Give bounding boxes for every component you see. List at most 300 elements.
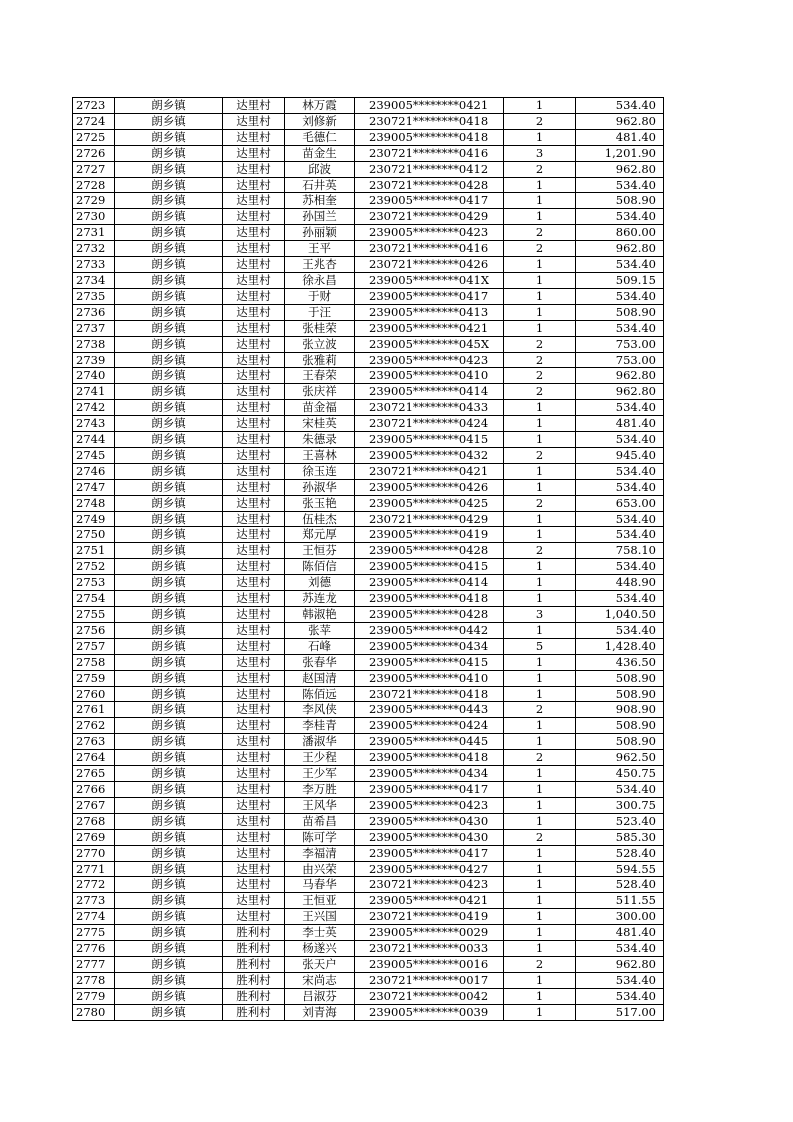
- amount-cell: 585.30: [576, 829, 664, 845]
- household-count-cell: 1: [504, 527, 576, 543]
- id-number-cell: 239005********0417: [355, 845, 504, 861]
- table-row: [73, 384, 664, 400]
- name-cell: 王平: [285, 241, 355, 257]
- amount-cell: 508.90: [576, 193, 664, 209]
- row-number-cell: 2733: [73, 257, 115, 273]
- id-number-cell: 230721********0418: [355, 113, 504, 129]
- village-cell: 达里村: [223, 861, 285, 877]
- household-count-cell: 1: [504, 718, 576, 734]
- town-cell: 朗乡镇: [115, 956, 223, 972]
- row-number-cell: 2737: [73, 320, 115, 336]
- household-count-cell: 2: [504, 956, 576, 972]
- amount-cell: 534.40: [576, 288, 664, 304]
- town-cell: 朗乡镇: [115, 750, 223, 766]
- village-cell: 胜利村: [223, 988, 285, 1004]
- name-cell: 陈佰远: [285, 686, 355, 702]
- name-cell: 赵国清: [285, 670, 355, 686]
- row-number-cell: 2742: [73, 400, 115, 416]
- village-cell: 达里村: [223, 113, 285, 129]
- id-number-cell: 230721********0428: [355, 177, 504, 193]
- row-number-cell: 2774: [73, 909, 115, 925]
- row-number-cell: 2731: [73, 225, 115, 241]
- household-count-cell: 1: [504, 845, 576, 861]
- name-cell: 郑元厚: [285, 527, 355, 543]
- town-cell: 朗乡镇: [115, 845, 223, 861]
- table-row: [73, 543, 664, 559]
- table-row: [73, 272, 664, 288]
- household-count-cell: 1: [504, 686, 576, 702]
- row-number-cell: 2735: [73, 288, 115, 304]
- amount-cell: 300.00: [576, 909, 664, 925]
- town-cell: 朗乡镇: [115, 384, 223, 400]
- id-number-cell: 239005********0417: [355, 288, 504, 304]
- household-count-cell: 1: [504, 781, 576, 797]
- id-number-cell: 239005********0418: [355, 750, 504, 766]
- name-cell: 石峰: [285, 638, 355, 654]
- household-count-cell: 2: [504, 543, 576, 559]
- village-cell: 达里村: [223, 257, 285, 273]
- id-number-cell: 239005********0434: [355, 766, 504, 782]
- table-row: [73, 257, 664, 273]
- table-row: [73, 925, 664, 941]
- town-cell: 朗乡镇: [115, 511, 223, 527]
- village-cell: 达里村: [223, 813, 285, 829]
- village-cell: 达里村: [223, 463, 285, 479]
- amount-cell: 753.00: [576, 336, 664, 352]
- row-number-cell: 2745: [73, 447, 115, 463]
- table-row: [73, 813, 664, 829]
- name-cell: 徐玉连: [285, 463, 355, 479]
- amount-cell: 962.80: [576, 384, 664, 400]
- id-number-cell: 239005********0428: [355, 607, 504, 623]
- row-number-cell: 2762: [73, 718, 115, 734]
- amount-cell: 534.40: [576, 511, 664, 527]
- amount-cell: 1,428.40: [576, 638, 664, 654]
- household-count-cell: 1: [504, 622, 576, 638]
- town-cell: 朗乡镇: [115, 1004, 223, 1020]
- town-cell: 朗乡镇: [115, 813, 223, 829]
- household-count-cell: 2: [504, 495, 576, 511]
- table-row: [73, 432, 664, 448]
- name-cell: 孙淑华: [285, 479, 355, 495]
- amount-cell: 508.90: [576, 718, 664, 734]
- amount-cell: 534.40: [576, 941, 664, 957]
- table-row: [73, 495, 664, 511]
- household-count-cell: 1: [504, 877, 576, 893]
- town-cell: 朗乡镇: [115, 988, 223, 1004]
- amount-cell: 860.00: [576, 225, 664, 241]
- row-number-cell: 2779: [73, 988, 115, 1004]
- row-number-cell: 2746: [73, 463, 115, 479]
- row-number-cell: 2775: [73, 925, 115, 941]
- household-count-cell: 1: [504, 797, 576, 813]
- table-row: [73, 288, 664, 304]
- town-cell: 朗乡镇: [115, 575, 223, 591]
- village-cell: 达里村: [223, 272, 285, 288]
- table-row: [73, 734, 664, 750]
- household-count-cell: 2: [504, 352, 576, 368]
- table-row: [73, 702, 664, 718]
- town-cell: 朗乡镇: [115, 607, 223, 623]
- amount-cell: 534.40: [576, 591, 664, 607]
- village-cell: 达里村: [223, 479, 285, 495]
- household-count-cell: 1: [504, 813, 576, 829]
- data-table: [72, 97, 664, 1021]
- id-number-cell: 230721********0033: [355, 941, 504, 957]
- row-number-cell: 2754: [73, 591, 115, 607]
- amount-cell: 508.90: [576, 304, 664, 320]
- id-number-cell: 239005********0016: [355, 956, 504, 972]
- row-number-cell: 2763: [73, 734, 115, 750]
- household-count-cell: 2: [504, 702, 576, 718]
- table-row: [73, 209, 664, 225]
- household-count-cell: 1: [504, 416, 576, 432]
- village-cell: 达里村: [223, 829, 285, 845]
- town-cell: 朗乡镇: [115, 638, 223, 654]
- household-count-cell: 2: [504, 241, 576, 257]
- row-number-cell: 2780: [73, 1004, 115, 1020]
- town-cell: 朗乡镇: [115, 686, 223, 702]
- row-number-cell: 2727: [73, 161, 115, 177]
- row-number-cell: 2764: [73, 750, 115, 766]
- name-cell: 张庆祥: [285, 384, 355, 400]
- id-number-cell: 230721********0042: [355, 988, 504, 1004]
- town-cell: 朗乡镇: [115, 416, 223, 432]
- household-count-cell: 1: [504, 288, 576, 304]
- town-cell: 朗乡镇: [115, 272, 223, 288]
- household-count-cell: 1: [504, 654, 576, 670]
- name-cell: 林万霞: [285, 98, 355, 114]
- row-number-cell: 2729: [73, 193, 115, 209]
- household-count-cell: 1: [504, 98, 576, 114]
- household-count-cell: 1: [504, 400, 576, 416]
- name-cell: 王春荣: [285, 368, 355, 384]
- id-number-cell: 239005********0414: [355, 575, 504, 591]
- village-cell: 达里村: [223, 368, 285, 384]
- town-cell: 朗乡镇: [115, 177, 223, 193]
- village-cell: 达里村: [223, 129, 285, 145]
- amount-cell: 962.80: [576, 113, 664, 129]
- household-count-cell: 2: [504, 829, 576, 845]
- amount-cell: 523.40: [576, 813, 664, 829]
- town-cell: 朗乡镇: [115, 654, 223, 670]
- town-cell: 朗乡镇: [115, 909, 223, 925]
- town-cell: 朗乡镇: [115, 479, 223, 495]
- row-number-cell: 2736: [73, 304, 115, 320]
- amount-cell: 534.40: [576, 432, 664, 448]
- household-count-cell: 2: [504, 336, 576, 352]
- id-number-cell: 230721********0433: [355, 400, 504, 416]
- amount-cell: 508.90: [576, 670, 664, 686]
- amount-cell: 481.40: [576, 129, 664, 145]
- name-cell: 毛德仁: [285, 129, 355, 145]
- amount-cell: 908.90: [576, 702, 664, 718]
- amount-cell: 300.75: [576, 797, 664, 813]
- id-number-cell: 239005********0430: [355, 829, 504, 845]
- household-count-cell: 2: [504, 161, 576, 177]
- village-cell: 达里村: [223, 511, 285, 527]
- row-number-cell: 2728: [73, 177, 115, 193]
- row-number-cell: 2725: [73, 129, 115, 145]
- id-number-cell: 239005********0424: [355, 718, 504, 734]
- village-cell: 达里村: [223, 702, 285, 718]
- village-cell: 达里村: [223, 797, 285, 813]
- village-cell: 达里村: [223, 288, 285, 304]
- village-cell: 达里村: [223, 750, 285, 766]
- name-cell: 石井英: [285, 177, 355, 193]
- table-row: [73, 845, 664, 861]
- row-number-cell: 2724: [73, 113, 115, 129]
- name-cell: 邱波: [285, 161, 355, 177]
- town-cell: 朗乡镇: [115, 972, 223, 988]
- id-number-cell: 239005********0419: [355, 527, 504, 543]
- name-cell: 李桂青: [285, 718, 355, 734]
- table-row: [73, 686, 664, 702]
- id-number-cell: 239005********0421: [355, 893, 504, 909]
- table-row: [73, 607, 664, 623]
- id-number-cell: 239005********041X: [355, 272, 504, 288]
- name-cell: 刘青海: [285, 1004, 355, 1020]
- household-count-cell: 1: [504, 463, 576, 479]
- id-number-cell: 230721********0419: [355, 909, 504, 925]
- village-cell: 达里村: [223, 654, 285, 670]
- amount-cell: 481.40: [576, 416, 664, 432]
- name-cell: 陈可学: [285, 829, 355, 845]
- name-cell: 苏连龙: [285, 591, 355, 607]
- row-number-cell: 2758: [73, 654, 115, 670]
- row-number-cell: 2771: [73, 861, 115, 877]
- table-row: [73, 638, 664, 654]
- table-row: [73, 193, 664, 209]
- row-number-cell: 2749: [73, 511, 115, 527]
- town-cell: 朗乡镇: [115, 861, 223, 877]
- name-cell: 潘淑华: [285, 734, 355, 750]
- id-number-cell: 230721********0429: [355, 209, 504, 225]
- village-cell: 达里村: [223, 893, 285, 909]
- row-number-cell: 2766: [73, 781, 115, 797]
- id-number-cell: 230721********0426: [355, 257, 504, 273]
- village-cell: 达里村: [223, 304, 285, 320]
- household-count-cell: 1: [504, 670, 576, 686]
- name-cell: 王恒亚: [285, 893, 355, 909]
- row-number-cell: 2777: [73, 956, 115, 972]
- amount-cell: 962.50: [576, 750, 664, 766]
- name-cell: 徐永昌: [285, 272, 355, 288]
- id-number-cell: 239005********0410: [355, 670, 504, 686]
- town-cell: 朗乡镇: [115, 829, 223, 845]
- id-number-cell: 239005********0423: [355, 797, 504, 813]
- table-row: [73, 893, 664, 909]
- table-row: [73, 304, 664, 320]
- household-count-cell: 5: [504, 638, 576, 654]
- id-number-cell: 239005********0432: [355, 447, 504, 463]
- id-number-cell: 239005********0417: [355, 781, 504, 797]
- id-number-cell: 239005********0039: [355, 1004, 504, 1020]
- table-row: [73, 98, 664, 114]
- id-number-cell: 230721********0429: [355, 511, 504, 527]
- amount-cell: 534.40: [576, 209, 664, 225]
- id-number-cell: 230721********0423: [355, 877, 504, 893]
- table-row: [73, 320, 664, 336]
- town-cell: 朗乡镇: [115, 288, 223, 304]
- household-count-cell: 1: [504, 861, 576, 877]
- name-cell: 王喜林: [285, 447, 355, 463]
- table-row: [73, 479, 664, 495]
- name-cell: 张玉艳: [285, 495, 355, 511]
- town-cell: 朗乡镇: [115, 591, 223, 607]
- village-cell: 达里村: [223, 527, 285, 543]
- amount-cell: 594.55: [576, 861, 664, 877]
- town-cell: 朗乡镇: [115, 257, 223, 273]
- village-cell: 达里村: [223, 909, 285, 925]
- name-cell: 于财: [285, 288, 355, 304]
- village-cell: 达里村: [223, 622, 285, 638]
- row-number-cell: 2748: [73, 495, 115, 511]
- table-row: [73, 956, 664, 972]
- name-cell: 陈佰信: [285, 559, 355, 575]
- village-cell: 达里村: [223, 145, 285, 161]
- amount-cell: 508.90: [576, 734, 664, 750]
- town-cell: 朗乡镇: [115, 925, 223, 941]
- id-number-cell: 239005********0415: [355, 559, 504, 575]
- table-row: [73, 241, 664, 257]
- town-cell: 朗乡镇: [115, 797, 223, 813]
- town-cell: 朗乡镇: [115, 877, 223, 893]
- table-row: [73, 447, 664, 463]
- village-cell: 达里村: [223, 98, 285, 114]
- id-number-cell: 239005********045X: [355, 336, 504, 352]
- name-cell: 张立波: [285, 336, 355, 352]
- name-cell: 王兴国: [285, 909, 355, 925]
- row-number-cell: 2755: [73, 607, 115, 623]
- id-number-cell: 230721********0424: [355, 416, 504, 432]
- household-count-cell: 3: [504, 145, 576, 161]
- name-cell: 王风华: [285, 797, 355, 813]
- village-cell: 达里村: [223, 432, 285, 448]
- amount-cell: 509.15: [576, 272, 664, 288]
- name-cell: 苗金福: [285, 400, 355, 416]
- amount-cell: 534.40: [576, 527, 664, 543]
- row-number-cell: 2772: [73, 877, 115, 893]
- table-row: [73, 718, 664, 734]
- household-count-cell: 1: [504, 257, 576, 273]
- town-cell: 朗乡镇: [115, 543, 223, 559]
- village-cell: 胜利村: [223, 941, 285, 957]
- village-cell: 达里村: [223, 670, 285, 686]
- id-number-cell: 239005********0426: [355, 479, 504, 495]
- table-row: [73, 416, 664, 432]
- household-count-cell: 1: [504, 1004, 576, 1020]
- village-cell: 达里村: [223, 193, 285, 209]
- table-row: [73, 368, 664, 384]
- row-number-cell: 2751: [73, 543, 115, 559]
- id-number-cell: 239005********0423: [355, 352, 504, 368]
- town-cell: 朗乡镇: [115, 145, 223, 161]
- town-cell: 朗乡镇: [115, 559, 223, 575]
- table-row: [73, 988, 664, 1004]
- amount-cell: 448.90: [576, 575, 664, 591]
- name-cell: 马春华: [285, 877, 355, 893]
- name-cell: 李福清: [285, 845, 355, 861]
- name-cell: 杨遂兴: [285, 941, 355, 957]
- row-number-cell: 2739: [73, 352, 115, 368]
- amount-cell: 528.40: [576, 845, 664, 861]
- table-row: [73, 829, 664, 845]
- row-number-cell: 2730: [73, 209, 115, 225]
- household-count-cell: 2: [504, 384, 576, 400]
- id-number-cell: 239005********0427: [355, 861, 504, 877]
- id-number-cell: 239005********0029: [355, 925, 504, 941]
- town-cell: 朗乡镇: [115, 447, 223, 463]
- town-cell: 朗乡镇: [115, 129, 223, 145]
- amount-cell: 534.40: [576, 988, 664, 1004]
- amount-cell: 534.40: [576, 320, 664, 336]
- household-count-cell: 1: [504, 766, 576, 782]
- name-cell: 刘修新: [285, 113, 355, 129]
- town-cell: 朗乡镇: [115, 320, 223, 336]
- household-count-cell: 1: [504, 925, 576, 941]
- amount-cell: 962.80: [576, 956, 664, 972]
- amount-cell: 534.40: [576, 257, 664, 273]
- household-count-cell: 1: [504, 511, 576, 527]
- town-cell: 朗乡镇: [115, 941, 223, 957]
- household-count-cell: 2: [504, 368, 576, 384]
- amount-cell: 534.40: [576, 559, 664, 575]
- town-cell: 朗乡镇: [115, 670, 223, 686]
- table-row: [73, 622, 664, 638]
- household-count-cell: 1: [504, 209, 576, 225]
- id-number-cell: 230721********0017: [355, 972, 504, 988]
- row-number-cell: 2759: [73, 670, 115, 686]
- row-number-cell: 2744: [73, 432, 115, 448]
- row-number-cell: 2776: [73, 941, 115, 957]
- village-cell: 达里村: [223, 225, 285, 241]
- village-cell: 胜利村: [223, 972, 285, 988]
- row-number-cell: 2747: [73, 479, 115, 495]
- id-number-cell: 239005********0428: [355, 543, 504, 559]
- village-cell: 达里村: [223, 607, 285, 623]
- name-cell: 苗金生: [285, 145, 355, 161]
- town-cell: 朗乡镇: [115, 400, 223, 416]
- table-row: [73, 877, 664, 893]
- table-row: [73, 575, 664, 591]
- town-cell: 朗乡镇: [115, 463, 223, 479]
- row-number-cell: 2752: [73, 559, 115, 575]
- town-cell: 朗乡镇: [115, 495, 223, 511]
- name-cell: 苏相奎: [285, 193, 355, 209]
- amount-cell: 653.00: [576, 495, 664, 511]
- row-number-cell: 2734: [73, 272, 115, 288]
- amount-cell: 534.40: [576, 622, 664, 638]
- name-cell: 张雅莉: [285, 352, 355, 368]
- town-cell: 朗乡镇: [115, 718, 223, 734]
- amount-cell: 962.80: [576, 161, 664, 177]
- village-cell: 达里村: [223, 845, 285, 861]
- household-count-cell: 1: [504, 432, 576, 448]
- amount-cell: 511.55: [576, 893, 664, 909]
- household-count-cell: 1: [504, 304, 576, 320]
- village-cell: 达里村: [223, 400, 285, 416]
- id-number-cell: 239005********0415: [355, 654, 504, 670]
- village-cell: 达里村: [223, 591, 285, 607]
- village-cell: 达里村: [223, 638, 285, 654]
- name-cell: 张桂荣: [285, 320, 355, 336]
- id-number-cell: 239005********0443: [355, 702, 504, 718]
- amount-cell: 481.40: [576, 925, 664, 941]
- name-cell: 张春华: [285, 654, 355, 670]
- household-count-cell: 2: [504, 447, 576, 463]
- row-number-cell: 2767: [73, 797, 115, 813]
